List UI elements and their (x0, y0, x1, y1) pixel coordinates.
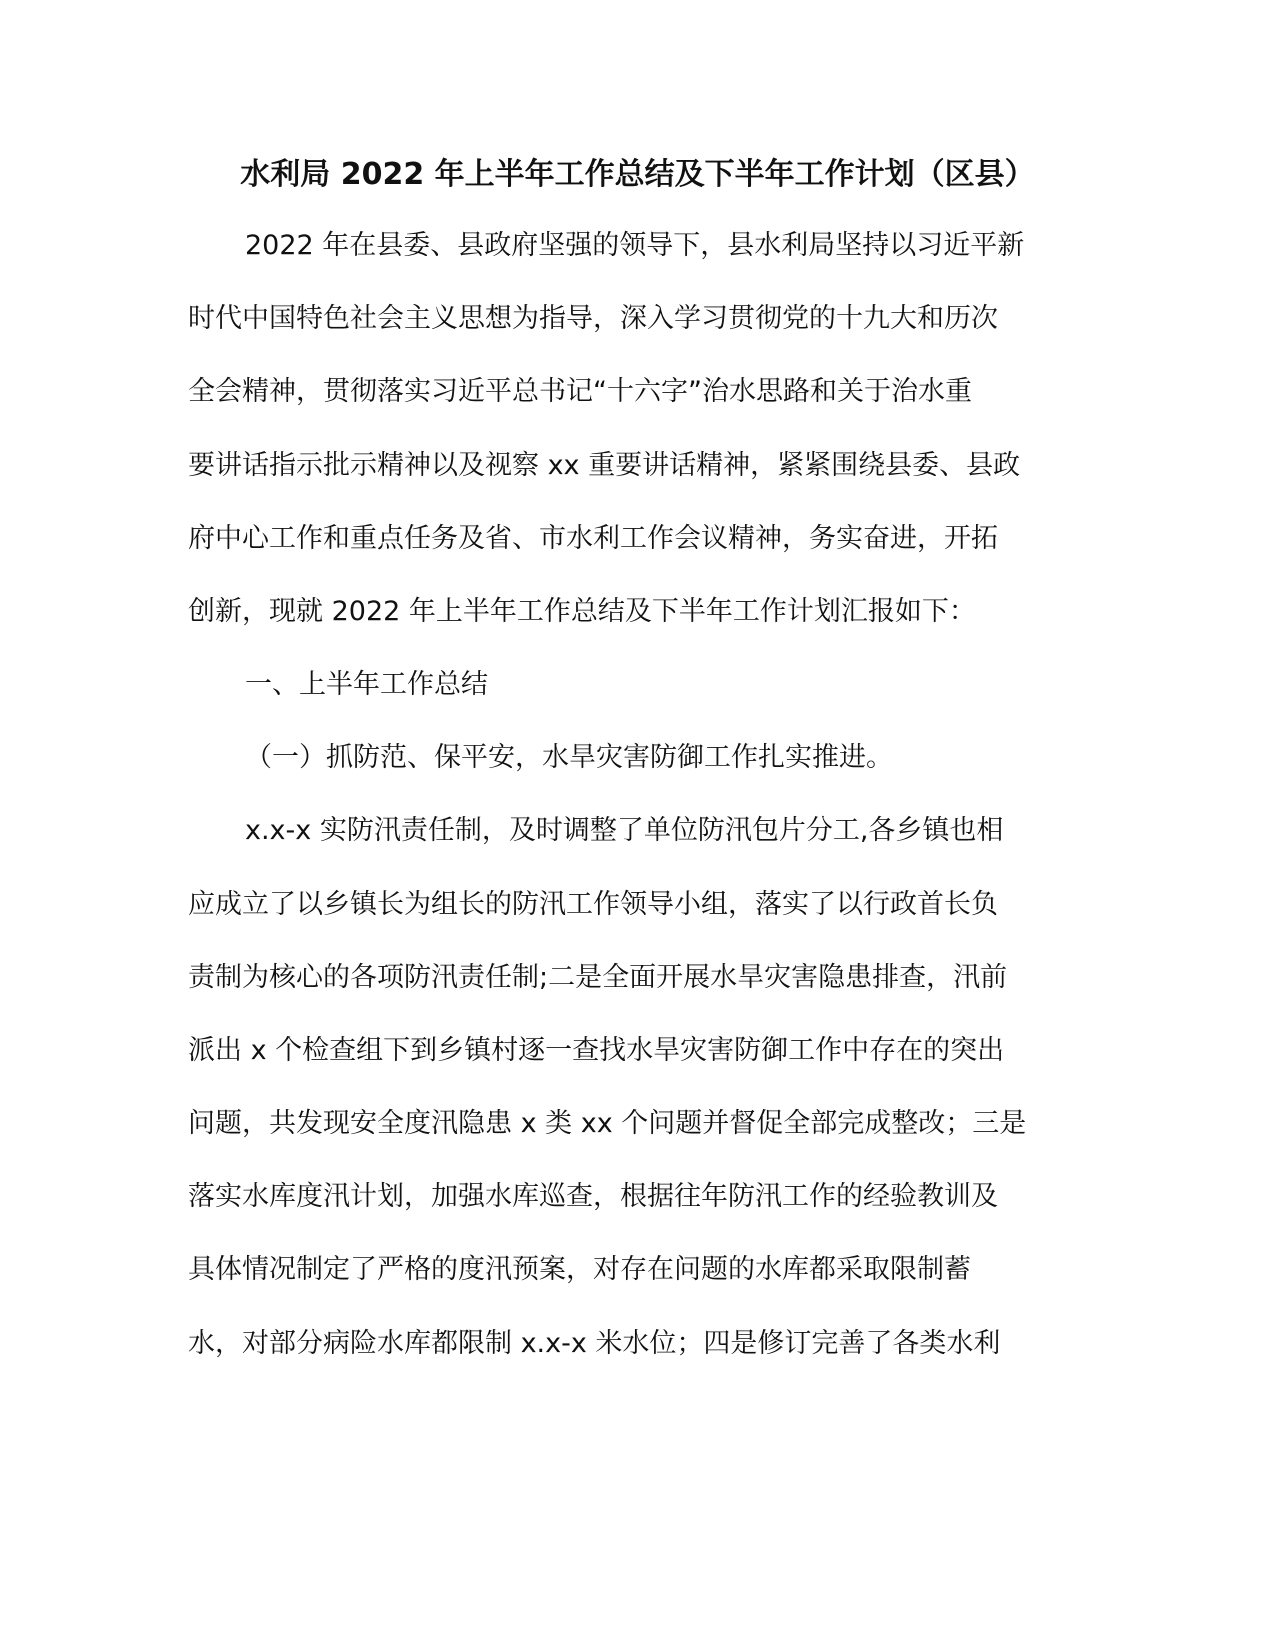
paragraph-line: 落实水库度汛计划，加强水库巡查，根据往年防汛工作的经验教训及 (188, 1181, 998, 1212)
section-heading: 一、上半年工作总结 (245, 669, 488, 700)
paragraph-line: 全会精神，贯彻落实习近平总书记“十六字”治水思路和关于治水重 (188, 376, 972, 407)
paragraph-line: 具体情况制定了严格的度汛预案，对存在问题的水库都采取限制蓄 (188, 1254, 971, 1285)
paragraph-line: 府中心工作和重点任务及省、市水利工作会议精神，务实奋进，开拓 (188, 523, 998, 554)
paragraph-line: x.x-x 实防汛责任制，及时调整了单位防汛包片分工,各乡镇也相 (245, 815, 1004, 846)
paragraph-line: 2022 年在县委、县政府坚强的领导下，县水利局坚持以习近平新 (245, 230, 1025, 261)
document-title: 水利局 2022 年上半年工作总结及下半年工作计划（区县） (240, 157, 1035, 192)
paragraph-line: 派出 x 个检查组下到乡镇村逐一查找水旱灾害防御工作中存在的突出 (188, 1035, 1005, 1066)
paragraph-line: 责制为核心的各项防汛责任制;二是全面开展水旱灾害隐患排查，汛前 (188, 962, 1008, 993)
paragraph-line: 问题，共发现安全度汛隐患 x 类 xx 个问题并督促全部完成整改；三是 (188, 1108, 1027, 1139)
paragraph-line: 水，对部分病险水库都限制 x.x-x 米水位；四是修订完善了各类水利 (188, 1328, 1001, 1359)
paragraph-line: 应成立了以乡镇长为组长的防汛工作领导小组，落实了以行政首长负 (188, 889, 998, 920)
subsection-heading: （一）抓防范、保平安，水旱灾害防御工作扎实推进。 (245, 742, 893, 773)
paragraph-line: 时代中国特色社会主义思想为指导，深入学习贯彻党的十九大和历次 (188, 303, 998, 334)
paragraph-line: 创新，现就 2022 年上半年工作总结及下半年工作计划汇报如下： (188, 596, 976, 627)
paragraph-line: 要讲话指示批示精神以及视察 xx 重要讲话精神，紧紧围绕县委、县政 (188, 450, 1021, 481)
